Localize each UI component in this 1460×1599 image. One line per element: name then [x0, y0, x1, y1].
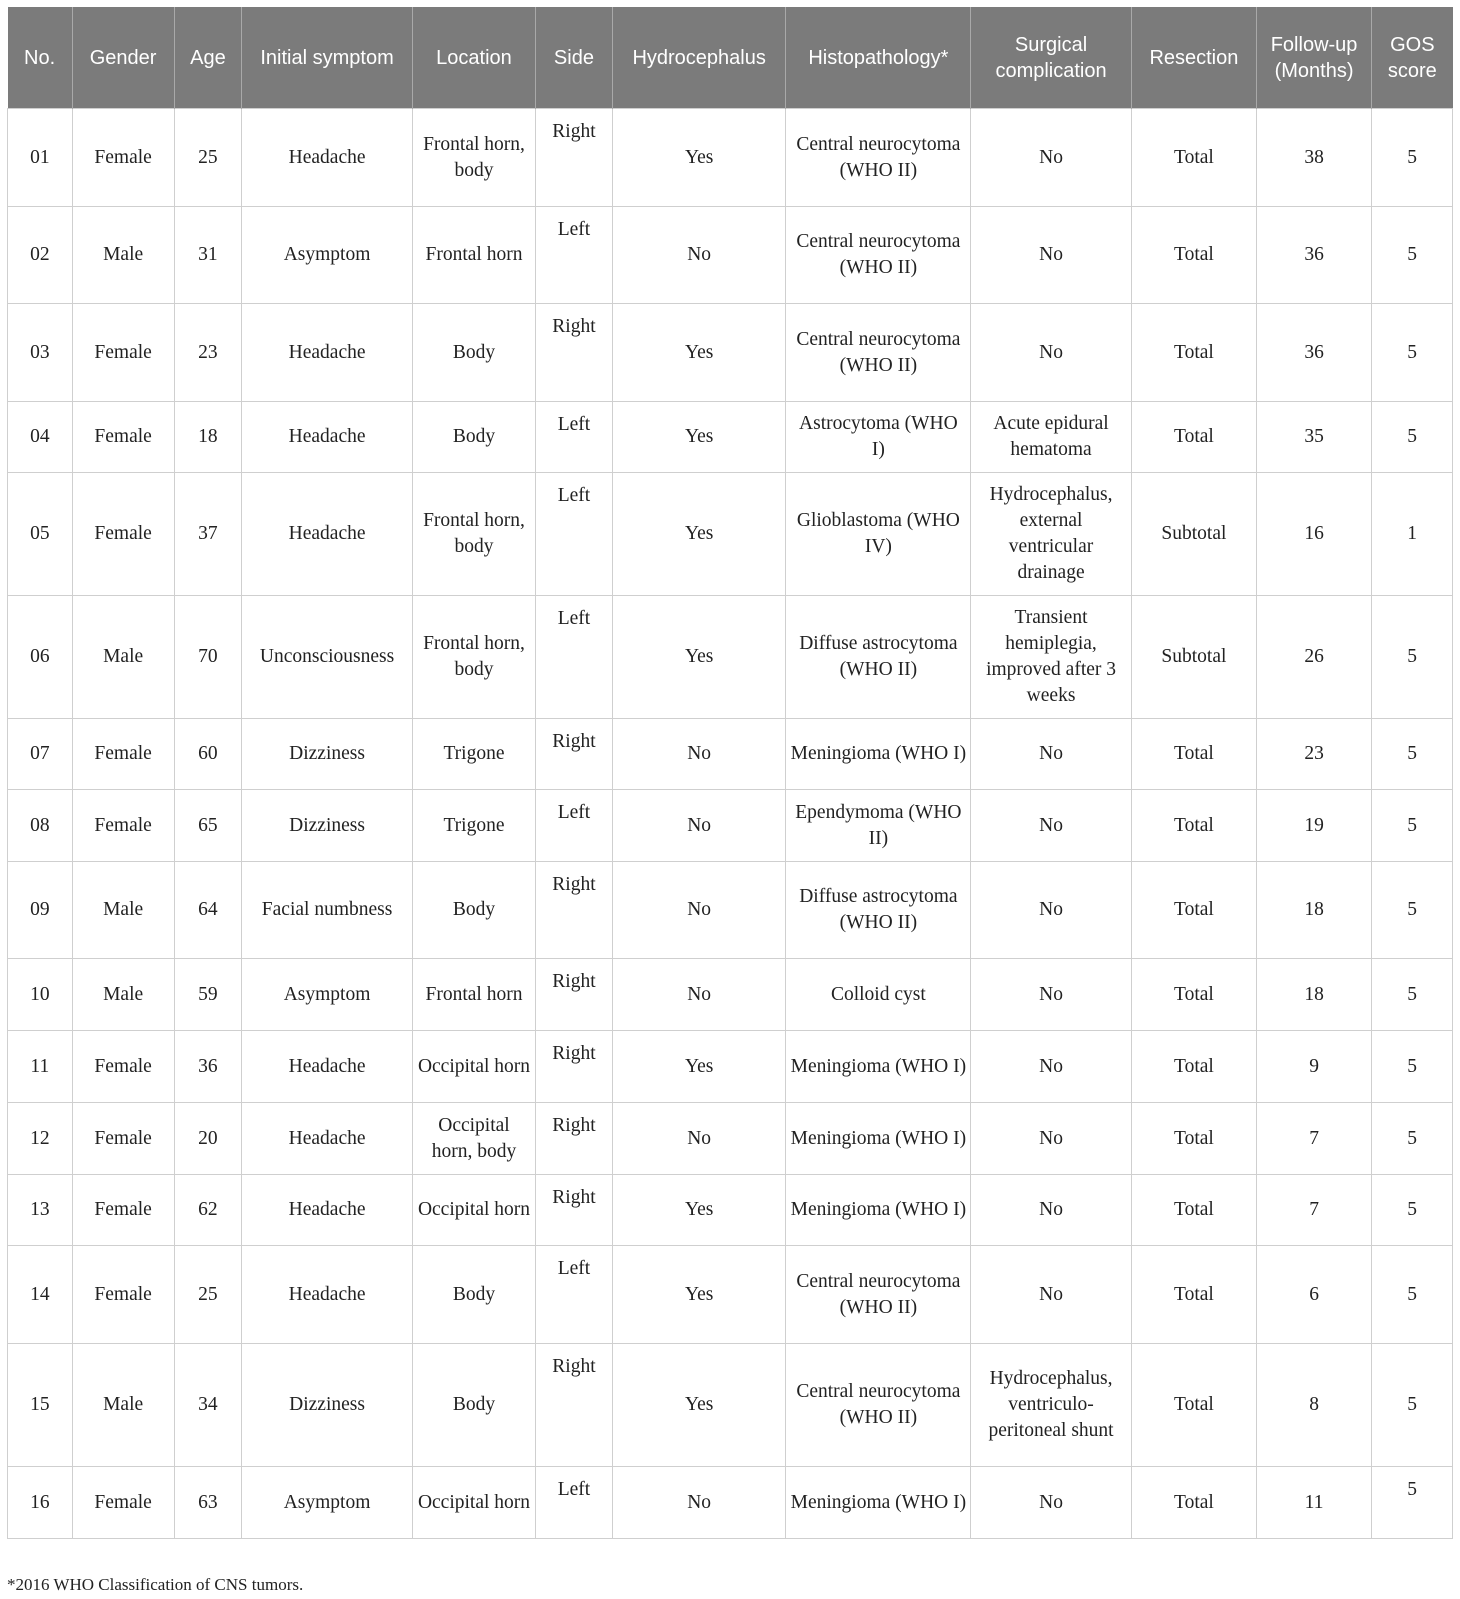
cell-gender: Female	[72, 719, 174, 790]
cell-histopathology: Meningioma (WHO I)	[786, 719, 971, 790]
table-row	[8, 402, 1453, 473]
cell-hydrocephalus: No	[612, 959, 786, 1031]
header-gos-score: GOS score	[1372, 7, 1453, 109]
table-footnote: *2016 WHO Classification of CNS tumors.	[7, 1575, 304, 1594]
cell-histopathology: Central neurocytoma (WHO II)	[786, 109, 971, 207]
cell-hydrocephalus: Yes	[612, 109, 786, 207]
cell-follow-up: 16	[1257, 473, 1372, 596]
cell-gender: Female	[72, 1175, 174, 1246]
cell-gos-score: 1	[1372, 473, 1453, 596]
cell-side: Right	[536, 1103, 613, 1175]
cell-histopathology: Astrocytoma (WHO I)	[786, 402, 971, 473]
cell-no: 09	[8, 862, 73, 959]
cell-gender: Female	[72, 1246, 174, 1344]
cell-surgical-complication: No	[971, 1467, 1132, 1539]
cell-surgical-complication: No	[971, 862, 1132, 959]
cell-surgical-complication: No	[971, 109, 1132, 207]
cell-side: Right	[536, 959, 613, 1031]
cell-histopathology: Colloid cyst	[786, 959, 971, 1031]
table-row	[8, 1175, 1453, 1246]
header-gender: Gender	[72, 7, 174, 109]
cell-side: Right	[536, 862, 613, 959]
cell-gender: Female	[72, 109, 174, 207]
cell-gos-score: 5	[1372, 109, 1453, 207]
cell-age: 60	[174, 719, 242, 790]
cell-side: Right	[536, 1175, 613, 1246]
cell-resection: Total	[1131, 1467, 1256, 1539]
cell-hydrocephalus: Yes	[612, 1031, 786, 1103]
cell-gos-score: 5	[1372, 207, 1453, 304]
cell-location: Frontal horn, body	[412, 473, 535, 596]
cell-location: Occipital horn	[412, 1467, 535, 1539]
cell-initial-symptom: Headache	[242, 1246, 413, 1344]
header-row	[8, 7, 1453, 109]
cell-no: 12	[8, 1103, 73, 1175]
cell-age: 31	[174, 207, 242, 304]
cell-side: Right	[536, 1344, 613, 1467]
cell-no: 06	[8, 596, 73, 719]
cell-surgical-complication: No	[971, 1175, 1132, 1246]
cell-initial-symptom: Dizziness	[242, 719, 413, 790]
cell-initial-symptom: Headache	[242, 473, 413, 596]
cell-location: Occipital horn	[412, 1175, 535, 1246]
cell-surgical-complication: Transient hemiplegia, improved after 3 weeks	[971, 596, 1132, 719]
cell-histopathology: Meningioma (WHO I)	[786, 1103, 971, 1175]
cell-histopathology: Glioblastoma (WHO IV)	[786, 473, 971, 596]
cell-surgical-complication: Hydrocephalus, ventriculo-peritoneal shunt	[971, 1344, 1132, 1467]
cell-side: Left	[536, 207, 613, 304]
cell-location: Trigone	[412, 790, 535, 862]
cell-gos-score: 5	[1372, 1246, 1453, 1344]
cell-no: 08	[8, 790, 73, 862]
cell-initial-symptom: Headache	[242, 402, 413, 473]
cell-gender: Male	[72, 1344, 174, 1467]
cell-age: 65	[174, 790, 242, 862]
cell-hydrocephalus: No	[612, 862, 786, 959]
cell-initial-symptom: Asymptom	[242, 959, 413, 1031]
cell-gender: Male	[72, 862, 174, 959]
cell-surgical-complication: No	[971, 959, 1132, 1031]
cell-gender: Male	[72, 207, 174, 304]
cell-gender: Female	[72, 1467, 174, 1539]
cell-hydrocephalus: No	[612, 790, 786, 862]
cell-histopathology: Meningioma (WHO I)	[786, 1031, 971, 1103]
header-location: Location	[412, 7, 535, 109]
cell-initial-symptom: Asymptom	[242, 1467, 413, 1539]
cell-gos-score: 5	[1372, 304, 1453, 402]
header-hydrocephalus: Hydrocephalus	[612, 7, 786, 109]
cell-histopathology: Central neurocytoma (WHO II)	[786, 304, 971, 402]
cell-histopathology: Central neurocytoma (WHO II)	[786, 1246, 971, 1344]
header-age: Age	[174, 7, 242, 109]
cell-no: 11	[8, 1031, 73, 1103]
cell-follow-up: 36	[1257, 207, 1372, 304]
table-row	[8, 862, 1453, 959]
cell-surgical-complication: No	[971, 207, 1132, 304]
cell-no: 07	[8, 719, 73, 790]
cell-age: 70	[174, 596, 242, 719]
cell-no: 15	[8, 1344, 73, 1467]
cell-surgical-complication: No	[971, 1246, 1132, 1344]
cell-gos-score: 5	[1372, 1103, 1453, 1175]
cell-side: Left	[536, 1467, 613, 1539]
cell-age: 18	[174, 402, 242, 473]
cell-hydrocephalus: Yes	[612, 473, 786, 596]
cell-follow-up: 23	[1257, 719, 1372, 790]
cell-gos-score: 5	[1372, 402, 1453, 473]
cell-follow-up: 35	[1257, 402, 1372, 473]
table-row	[8, 596, 1453, 719]
table-row	[8, 207, 1453, 304]
table-body	[8, 109, 1453, 1539]
cell-resection: Total	[1131, 207, 1256, 304]
cell-gos-score: 5	[1372, 959, 1453, 1031]
cell-initial-symptom: Headache	[242, 1031, 413, 1103]
cell-surgical-complication: No	[971, 719, 1132, 790]
cell-gender: Female	[72, 790, 174, 862]
cell-no: 04	[8, 402, 73, 473]
cell-gos-score: 5	[1372, 1344, 1453, 1467]
cell-location: Frontal horn	[412, 207, 535, 304]
cell-follow-up: 7	[1257, 1175, 1372, 1246]
cell-histopathology: Central neurocytoma (WHO II)	[786, 207, 971, 304]
cell-initial-symptom: Headache	[242, 109, 413, 207]
cell-follow-up: 11	[1257, 1467, 1372, 1539]
cell-age: 34	[174, 1344, 242, 1467]
cell-follow-up: 38	[1257, 109, 1372, 207]
cell-resection: Total	[1131, 1031, 1256, 1103]
cell-resection: Total	[1131, 109, 1256, 207]
cell-gos-score: 5	[1372, 1175, 1453, 1246]
cell-side: Right	[536, 304, 613, 402]
cell-hydrocephalus: Yes	[612, 1246, 786, 1344]
cell-gender: Female	[72, 304, 174, 402]
cell-location: Frontal horn	[412, 959, 535, 1031]
cell-hydrocephalus: Yes	[612, 402, 786, 473]
cell-surgical-complication: No	[971, 1103, 1132, 1175]
cell-gender: Female	[72, 1031, 174, 1103]
header-surgical-complication: Surgical complication	[971, 7, 1132, 109]
cell-location: Occipital horn	[412, 1031, 535, 1103]
table-row	[8, 304, 1453, 402]
cell-follow-up: 8	[1257, 1344, 1372, 1467]
cell-side: Left	[536, 1246, 613, 1344]
cell-gender: Male	[72, 596, 174, 719]
cell-initial-symptom: Dizziness	[242, 790, 413, 862]
cell-hydrocephalus: No	[612, 1467, 786, 1539]
cell-gender: Female	[72, 1103, 174, 1175]
cell-side: Left	[536, 790, 613, 862]
cell-side: Right	[536, 719, 613, 790]
header-histopathology: Histopathology*	[786, 7, 971, 109]
cell-histopathology: Meningioma (WHO I)	[786, 1467, 971, 1539]
cell-initial-symptom: Dizziness	[242, 1344, 413, 1467]
header-resection: Resection	[1131, 7, 1256, 109]
cell-age: 59	[174, 959, 242, 1031]
cell-no: 01	[8, 109, 73, 207]
cell-location: Body	[412, 862, 535, 959]
header-initial-symptom: Initial symptom	[242, 7, 413, 109]
cell-resection: Total	[1131, 1344, 1256, 1467]
cell-gos-score: 5	[1372, 596, 1453, 719]
cell-resection: Total	[1131, 1103, 1256, 1175]
cell-gender: Female	[72, 473, 174, 596]
cell-side: Right	[536, 109, 613, 207]
cell-gos-score: 5	[1372, 790, 1453, 862]
cell-gos-score: 5	[1372, 862, 1453, 959]
patient-table	[7, 7, 1453, 1539]
cell-surgical-complication: No	[971, 1031, 1132, 1103]
table-row	[8, 719, 1453, 790]
header-side: Side	[536, 7, 613, 109]
cell-age: 62	[174, 1175, 242, 1246]
cell-histopathology: Central neurocytoma (WHO II)	[786, 1344, 971, 1467]
cell-no: 16	[8, 1467, 73, 1539]
cell-no: 02	[8, 207, 73, 304]
cell-age: 63	[174, 1467, 242, 1539]
cell-age: 20	[174, 1103, 242, 1175]
cell-resection: Total	[1131, 304, 1256, 402]
cell-initial-symptom: Headache	[242, 304, 413, 402]
cell-location: Frontal horn, body	[412, 596, 535, 719]
cell-location: Body	[412, 1344, 535, 1467]
cell-histopathology: Ependymoma (WHO II)	[786, 790, 971, 862]
cell-follow-up: 19	[1257, 790, 1372, 862]
cell-resection: Subtotal	[1131, 596, 1256, 719]
table-row	[8, 473, 1453, 596]
cell-initial-symptom: Headache	[242, 1175, 413, 1246]
cell-gender: Male	[72, 959, 174, 1031]
cell-hydrocephalus: Yes	[612, 1344, 786, 1467]
cell-histopathology: Meningioma (WHO I)	[786, 1175, 971, 1246]
cell-location: Body	[412, 304, 535, 402]
table-row	[8, 1344, 1453, 1467]
cell-resection: Total	[1131, 959, 1256, 1031]
cell-resection: Total	[1131, 402, 1256, 473]
cell-age: 37	[174, 473, 242, 596]
cell-gos-score: 5	[1372, 1031, 1453, 1103]
table-row	[8, 959, 1453, 1031]
cell-follow-up: 6	[1257, 1246, 1372, 1344]
cell-follow-up: 18	[1257, 959, 1372, 1031]
cell-follow-up: 18	[1257, 862, 1372, 959]
cell-surgical-complication: No	[971, 304, 1132, 402]
cell-no: 10	[8, 959, 73, 1031]
cell-location: Occipital horn, body	[412, 1103, 535, 1175]
cell-resection: Total	[1131, 1175, 1256, 1246]
cell-gos-score: 5	[1372, 1467, 1453, 1539]
cell-resection: Total	[1131, 862, 1256, 959]
cell-follow-up: 26	[1257, 596, 1372, 719]
cell-histopathology: Diffuse astrocytoma (WHO II)	[786, 596, 971, 719]
cell-hydrocephalus: Yes	[612, 596, 786, 719]
cell-age: 25	[174, 109, 242, 207]
cell-location: Body	[412, 1246, 535, 1344]
cell-age: 25	[174, 1246, 242, 1344]
cell-hydrocephalus: No	[612, 207, 786, 304]
cell-hydrocephalus: Yes	[612, 304, 786, 402]
cell-side: Left	[536, 596, 613, 719]
cell-hydrocephalus: Yes	[612, 1175, 786, 1246]
table-row	[8, 1246, 1453, 1344]
cell-resection: Total	[1131, 1246, 1256, 1344]
cell-resection: Total	[1131, 790, 1256, 862]
header-no: No.	[8, 7, 73, 109]
cell-no: 14	[8, 1246, 73, 1344]
cell-resection: Subtotal	[1131, 473, 1256, 596]
cell-surgical-complication: Acute epidural hematoma	[971, 402, 1132, 473]
cell-initial-symptom: Headache	[242, 1103, 413, 1175]
cell-initial-symptom: Facial numbness	[242, 862, 413, 959]
cell-side: Right	[536, 1031, 613, 1103]
cell-initial-symptom: Asymptom	[242, 207, 413, 304]
cell-side: Left	[536, 402, 613, 473]
cell-no: 03	[8, 304, 73, 402]
header-follow-up: Follow-up (Months)	[1257, 7, 1372, 109]
table-row	[8, 1467, 1453, 1539]
table-row	[8, 790, 1453, 862]
cell-gos-score: 5	[1372, 719, 1453, 790]
cell-no: 05	[8, 473, 73, 596]
cell-resection: Total	[1131, 719, 1256, 790]
cell-surgical-complication: No	[971, 790, 1132, 862]
cell-no: 13	[8, 1175, 73, 1246]
cell-location: Frontal horn, body	[412, 109, 535, 207]
table-row	[8, 109, 1453, 207]
cell-initial-symptom: Unconsciousness	[242, 596, 413, 719]
cell-follow-up: 9	[1257, 1031, 1372, 1103]
cell-follow-up: 36	[1257, 304, 1372, 402]
cell-location: Body	[412, 402, 535, 473]
cell-side: Left	[536, 473, 613, 596]
cell-age: 23	[174, 304, 242, 402]
table-row	[8, 1103, 1453, 1175]
cell-surgical-complication: Hydrocephalus, external ventricular drainage	[971, 473, 1132, 596]
cell-gender: Female	[72, 402, 174, 473]
cell-hydrocephalus: No	[612, 1103, 786, 1175]
cell-hydrocephalus: No	[612, 719, 786, 790]
cell-age: 64	[174, 862, 242, 959]
cell-histopathology: Diffuse astrocytoma (WHO II)	[786, 862, 971, 959]
cell-follow-up: 7	[1257, 1103, 1372, 1175]
table-row	[8, 1031, 1453, 1103]
cell-location: Trigone	[412, 719, 535, 790]
cell-age: 36	[174, 1031, 242, 1103]
